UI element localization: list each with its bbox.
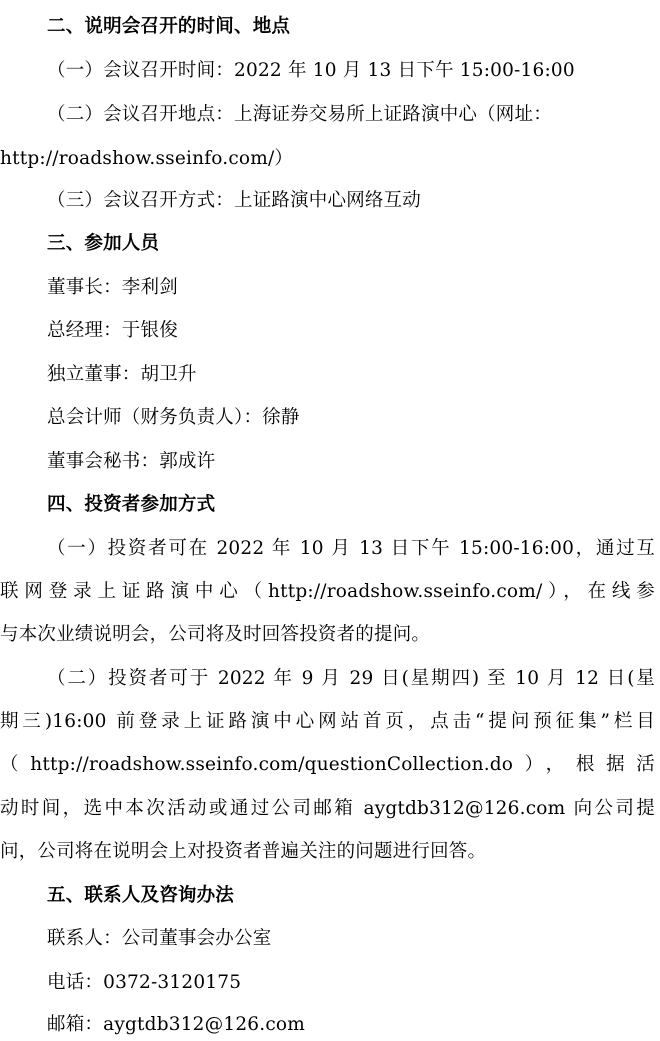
participation-para2-line5: 问，公司将在说明会上对投资者普遍关注的问题进行回答。 [0, 841, 487, 862]
participation-para2-line2: 期三)16:00 前登录上证路演中心网站首页，点击“提问预征集”栏目 [0, 711, 655, 732]
section-4-heading: 四、投资者参加方式 [47, 494, 216, 515]
participation-para2-line3: （http://roadshow.sseinfo.com/questionCollection.do），根据活 [0, 754, 655, 775]
meeting-method: （三）会议召开方式：上证路演中心网络互动 [47, 190, 422, 211]
participation-para1-line2: 联网登录上证路演中心（http://roadshow.sseinfo.com/），在线参 [0, 581, 655, 602]
attendee-independent-director: 独立董事：胡卫升 [47, 364, 197, 385]
contact-phone: 电话：0372-3120175 [47, 972, 242, 993]
meeting-location-line1: （二）会议召开地点：上海证券交易所上证路演中心（网址： [47, 104, 552, 125]
participation-para1-line3: 与本次业绩说明会，公司将及时回答投资者的提问。 [0, 624, 431, 645]
participation-para1-line1: （一）投资者可在 2022 年 10 月 13 日下午 15:00-16:00，通过互 [47, 538, 655, 559]
contact-person: 联系人：公司董事会办公室 [47, 928, 272, 949]
attendee-chairman: 董事长：李利剑 [47, 277, 178, 298]
participation-para2-line4: 动时间，选中本次活动或通过公司邮箱 aygtdb312@126.com 向公司提 [0, 798, 655, 819]
meeting-time: （一）会议召开时间：2022 年 10 月 13 日下午 15:00-16:00 [47, 60, 575, 81]
section-3-heading: 三、参加人员 [47, 233, 160, 254]
meeting-location-url[interactable]: http://roadshow.sseinfo.com/） [0, 148, 294, 169]
attendee-board-secretary: 董事会秘书：郭成许 [47, 451, 216, 472]
participation-para2-line1: （二）投资者可于 2022 年 9 月 29 日(星期四) 至 10 月 12 日(星 [47, 668, 655, 689]
section-2-heading: 二、说明会召开的时间、地点 [47, 16, 291, 37]
section-5-heading: 五、联系人及咨询办法 [47, 885, 235, 906]
attendee-general-manager: 总经理：于银俊 [47, 320, 178, 341]
attendee-chief-accountant: 总会计师（财务负责人）：徐静 [47, 407, 300, 428]
contact-email[interactable]: 邮箱：aygtdb312@126.com [47, 1014, 305, 1035]
